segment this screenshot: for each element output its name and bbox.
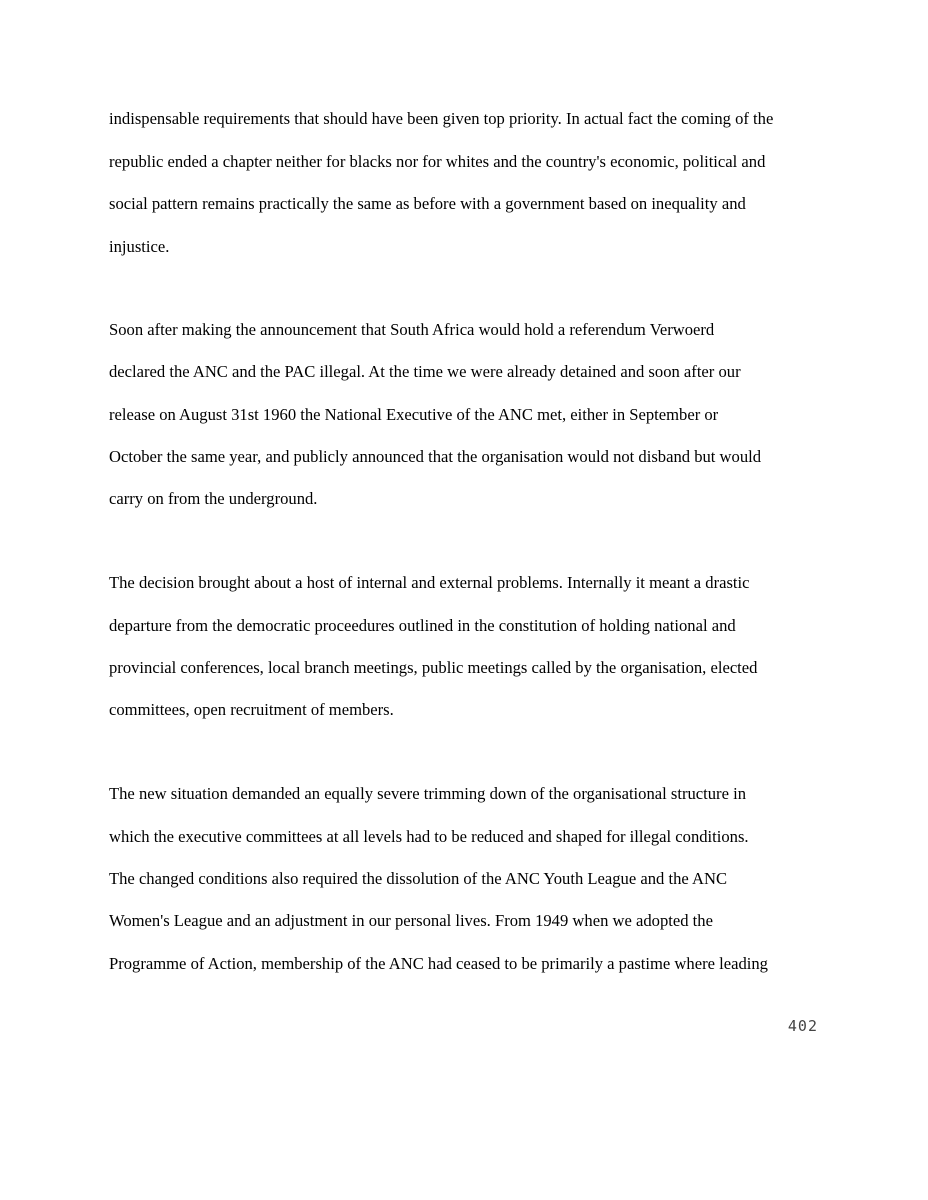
page-number: 402 [787,1017,818,1035]
paragraph-2-line-4: October the same year, and publicly announced that the organisation would not disband but would [109,447,762,466]
paragraph-3-line-1: The decision brought about a host of internal and external problems. Internally it meant a drastic [109,573,750,592]
paragraph-3-line-4: committees, open recruitment of members. [109,700,394,719]
paragraph-2-line-2: declared the ANC and the PAC illegal. At the time we were already detained and soon after our [109,362,741,381]
paragraph-3-line-2: departure from the democratic proceedures outlined in the constitution of holding national and [109,616,736,635]
paragraph-4-line-4: Women's League and an adjustment in our personal lives. From 1949 when we adopted the [109,911,713,930]
paragraph-1-line-1: indispensable requirements that should have been given top priority. In actual fact the coming of the [109,109,774,128]
paragraph-1-line-3: social pattern remains practically the same as before with a government based on inequality and [109,194,746,213]
paragraph-2-line-3: release on August 31st 1960 the National Executive of the ANC met, either in September or [109,405,719,424]
paragraph-1-line-2: republic ended a chapter neither for blacks nor for whites and the country's economic, political and [109,152,766,171]
paragraph-1-line-4: injustice. [109,237,170,256]
paragraph-4-line-2: which the executive committees at all levels had to be reduced and shaped for illegal conditions. [109,827,749,846]
paragraph-4-line-5: Programme of Action, membership of the ANC had ceased to be primarily a pastime where leading [109,954,768,973]
paragraph-3-line-3: provincial conferences, local branch meetings, public meetings called by the organisation, elected [109,658,758,677]
paragraph-2-line-5: carry on from the underground. [109,489,318,508]
paragraph-4-line-3: The changed conditions also required the dissolution of the ANC Youth League and the ANC [109,869,728,888]
paragraph-4-line-1: The new situation demanded an equally severe trimming down of the organisational structure in [109,784,746,803]
paragraph-2-line-1: Soon after making the announcement that South Africa would hold a referendum Verwoerd [109,320,715,339]
